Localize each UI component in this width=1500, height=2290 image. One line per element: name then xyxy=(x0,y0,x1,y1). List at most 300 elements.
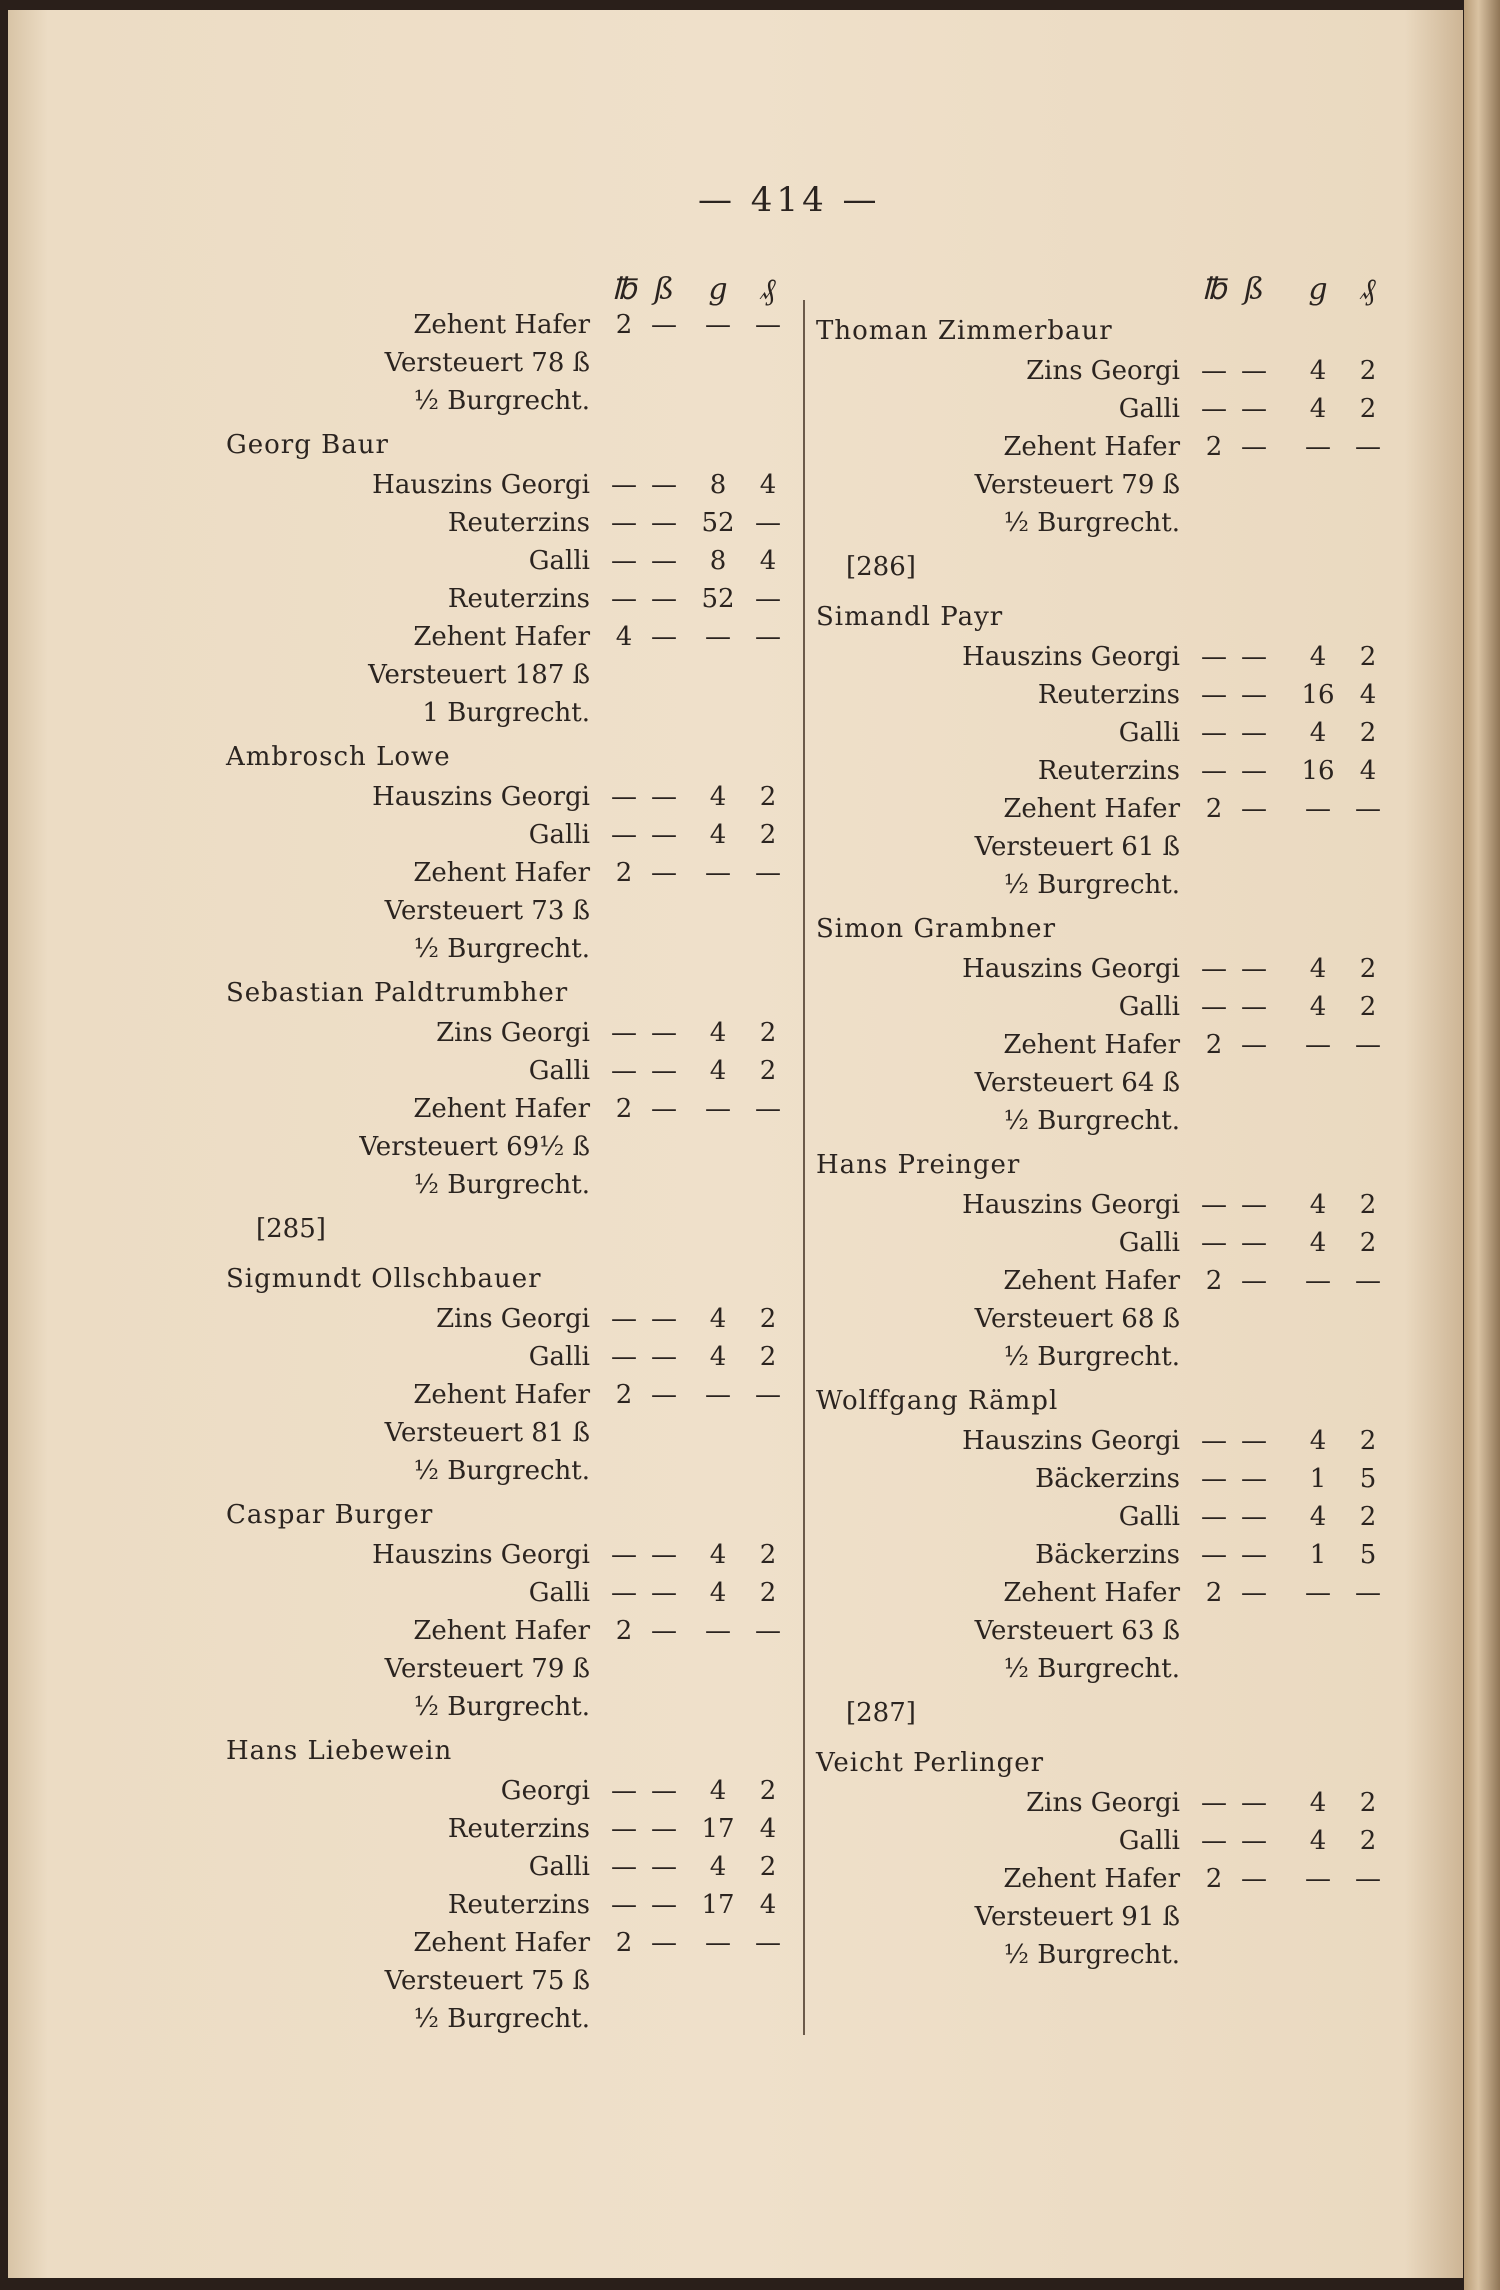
entry-note: Versteuert 73 ß xyxy=(384,896,590,926)
ledger-value: — xyxy=(1241,1228,1267,1258)
ledger-value: 2 xyxy=(759,1056,777,1086)
ledger-value: 2 xyxy=(759,820,777,850)
ledger-value: — xyxy=(1201,1826,1227,1856)
ledger-row-label: Reuterzins xyxy=(447,1814,590,1844)
ledger-value: — xyxy=(1241,1826,1267,1856)
ledger-value: — xyxy=(1201,954,1227,984)
ledger-value: 4 xyxy=(1309,394,1327,424)
ledger-value: 4 xyxy=(1309,1502,1327,1532)
ledger-value: — xyxy=(755,622,781,652)
ledger-row-label: Georgi xyxy=(500,1776,590,1806)
ledger-row xyxy=(8,432,1468,470)
ledger-value: 2 xyxy=(1359,394,1377,424)
ledger-row xyxy=(8,992,1468,1030)
entry-note: Versteuert 68 ß xyxy=(974,1304,1180,1334)
ledger-value: — xyxy=(651,1304,677,1334)
ledger-row-label: Galli xyxy=(1118,1228,1180,1258)
ledger-row xyxy=(8,310,1468,348)
entry-note: ½ Burgrecht. xyxy=(413,386,590,416)
ledger-row-label: Zins Georgi xyxy=(436,1018,590,1048)
ledger-value: — xyxy=(755,1928,781,1958)
ledger-value: 4 xyxy=(1309,1228,1327,1258)
ledger-value: — xyxy=(1241,356,1267,386)
ledger-value: 4 xyxy=(1309,1826,1327,1856)
ledger-value: — xyxy=(1241,642,1267,672)
ledger-value: 4 xyxy=(1309,1426,1327,1456)
ledger-value: — xyxy=(651,310,677,340)
ledger-row-label: Galli xyxy=(528,1342,590,1372)
ledger-value: — xyxy=(651,508,677,538)
ledger-value: 52 xyxy=(701,508,735,538)
ledger-value: — xyxy=(1241,1190,1267,1220)
ledger-value: 2 xyxy=(1205,1030,1223,1060)
entry-note: ½ Burgrecht. xyxy=(1003,1342,1180,1372)
ledger-value: — xyxy=(1241,992,1267,1022)
ledger-value: — xyxy=(1241,1788,1267,1818)
ledger-row-label: Zehent Hafer xyxy=(413,310,590,340)
ledger-value: — xyxy=(1241,1464,1267,1494)
ledger-value: — xyxy=(611,1578,637,1608)
ledger-value: 2 xyxy=(759,1540,777,1570)
ledger-value: 2 xyxy=(615,1928,633,1958)
ledger-value: — xyxy=(651,782,677,812)
ledger-row xyxy=(8,1030,1468,1068)
ledger-row-label: Hauszins Georgi xyxy=(962,1190,1180,1220)
ledger-value: — xyxy=(1201,680,1227,710)
ledger-row-label: Galli xyxy=(1118,1502,1180,1532)
ledger-value: 2 xyxy=(1359,1228,1377,1258)
ledger-value: — xyxy=(1201,394,1227,424)
ledger-row xyxy=(8,1228,1468,1266)
ledger-row-label: Hauszins Georgi xyxy=(962,1426,1180,1456)
ledger-value: — xyxy=(1241,1266,1267,1296)
ledger-row xyxy=(8,1788,1468,1826)
ledger-value: 2 xyxy=(759,1852,777,1882)
ledger-value: 4 xyxy=(1309,954,1327,984)
entry-note: Versteuert 79 ß xyxy=(384,1654,590,1684)
ledger-row-label: Bäckerzins xyxy=(1035,1540,1180,1570)
ledger-row xyxy=(8,642,1468,680)
ledger-value: 2 xyxy=(759,782,777,812)
person-name: Simon Grambner xyxy=(816,914,1057,944)
ledger-value: 4 xyxy=(1309,356,1327,386)
ledger-value: 4 xyxy=(1309,1788,1327,1818)
ledger-value: — xyxy=(651,1540,677,1570)
person-name: Ambrosch Lowe xyxy=(226,742,451,772)
ledger-value: — xyxy=(1201,642,1227,672)
entry-note: 1 Burgrecht. xyxy=(422,698,590,728)
book-page xyxy=(8,10,1463,2278)
ledger-row xyxy=(8,1464,1468,1502)
ledger-value: — xyxy=(611,1056,637,1086)
entry-note: ½ Burgrecht. xyxy=(1003,1106,1180,1136)
ledger-value: — xyxy=(651,1616,677,1646)
entry-note: ½ Burgrecht. xyxy=(413,1456,590,1486)
ledger-value: — xyxy=(611,1890,637,1920)
ledger-value: — xyxy=(1305,794,1331,824)
ledger-row xyxy=(8,356,1468,394)
entry-note: ½ Burgrecht. xyxy=(413,1692,590,1722)
entry-note: Versteuert 75 ß xyxy=(384,1966,590,1996)
ledger-row-label: Zins Georgi xyxy=(436,1304,590,1334)
ledger-value: 4 xyxy=(709,1852,727,1882)
unit-header-cell: g xyxy=(708,272,728,307)
ledger-row xyxy=(8,1190,1468,1228)
ledger-value: 17 xyxy=(701,1890,735,1920)
person-name: Georg Baur xyxy=(226,430,389,460)
ledger-value: 4 xyxy=(1359,680,1377,710)
ledger-row xyxy=(8,1426,1468,1464)
ledger-value: — xyxy=(1241,1502,1267,1532)
ledger-value: — xyxy=(1305,432,1331,462)
ledger-value: — xyxy=(651,1094,677,1124)
ledger-value: — xyxy=(1305,1030,1331,1060)
ledger-row xyxy=(8,680,1468,718)
ledger-value: — xyxy=(651,470,677,500)
ledger-value: 2 xyxy=(1359,1826,1377,1856)
ledger-value: 4 xyxy=(1309,992,1327,1022)
ledger-value: 2 xyxy=(759,1578,777,1608)
ledger-value: — xyxy=(651,1342,677,1372)
ledger-value: — xyxy=(705,310,731,340)
entry-note: Versteuert 187 ß xyxy=(368,660,590,690)
ledger-value: — xyxy=(1241,954,1267,984)
ledger-value: — xyxy=(1241,1030,1267,1060)
ledger-value: — xyxy=(1241,756,1267,786)
ledger-value: — xyxy=(1355,1266,1381,1296)
ledger-value: 4 xyxy=(709,1540,727,1570)
person-name: Caspar Burger xyxy=(226,1500,434,1530)
ledger-value: 2 xyxy=(1359,1788,1377,1818)
person-name: Hans Liebewein xyxy=(226,1736,453,1766)
ledger-value: 2 xyxy=(615,1094,633,1124)
ledger-row-label: Zehent Hafer xyxy=(1003,1030,1180,1060)
ledger-row-label: Zins Georgi xyxy=(1026,356,1180,386)
ledger-value: 2 xyxy=(1359,642,1377,672)
ledger-value: — xyxy=(651,1380,677,1410)
ledger-row-label: Zins Georgi xyxy=(1026,1788,1180,1818)
ledger-value: — xyxy=(1201,1788,1227,1818)
ledger-value: 4 xyxy=(759,1814,777,1844)
ledger-row xyxy=(8,1826,1468,1864)
ledger-row-label: Zehent Hafer xyxy=(1003,1578,1180,1608)
record-marker: [287] xyxy=(846,1698,916,1728)
entry-note: Versteuert 64 ß xyxy=(974,1068,1180,1098)
ledger-value: 2 xyxy=(1359,1502,1377,1532)
ledger-row-label: Zehent Hafer xyxy=(1003,794,1180,824)
ledger-row-label: Zehent Hafer xyxy=(1003,1266,1180,1296)
ledger-value: — xyxy=(611,1018,637,1048)
ledger-value: 2 xyxy=(1359,718,1377,748)
ledger-value: — xyxy=(611,1342,637,1372)
ledger-row-label: Zehent Hafer xyxy=(1003,1864,1180,1894)
ledger-value: 4 xyxy=(759,546,777,576)
ledger-value: 4 xyxy=(709,1018,727,1048)
ledger-value: — xyxy=(611,584,637,614)
ledger-value: 2 xyxy=(1359,992,1377,1022)
ledger-row-label: Hauszins Georgi xyxy=(372,1540,590,1570)
ledger-value: — xyxy=(1201,1228,1227,1258)
ledger-row-label: Galli xyxy=(528,546,590,576)
ledger-value: — xyxy=(705,622,731,652)
ledger-value: — xyxy=(611,1814,637,1844)
ledger-value: — xyxy=(1241,718,1267,748)
ledger-value: 2 xyxy=(1205,794,1223,824)
person-name: Veicht Perlinger xyxy=(816,1748,1045,1778)
ledger-row-label: Galli xyxy=(528,1056,590,1086)
ledger-value: 5 xyxy=(1359,1464,1377,1494)
ledger-value: 8 xyxy=(709,470,727,500)
ledger-row-label: Reuterzins xyxy=(447,1890,590,1920)
page-number: — 414 — xyxy=(698,180,881,220)
record-marker: [286] xyxy=(846,552,916,582)
ledger-value: — xyxy=(611,470,637,500)
ledger-value: 16 xyxy=(1301,680,1335,710)
ledger-row-label: Reuterzins xyxy=(447,508,590,538)
entry-note: Versteuert 91 ß xyxy=(974,1902,1180,1932)
ledger-row xyxy=(8,1502,1468,1540)
ledger-value: — xyxy=(611,1304,637,1334)
unit-header-cell: ₰ xyxy=(760,272,776,307)
ledger-value: — xyxy=(1201,1190,1227,1220)
ledger-row-label: Galli xyxy=(1118,1826,1180,1856)
ledger-value: — xyxy=(1305,1266,1331,1296)
ledger-value: — xyxy=(651,546,677,576)
ledger-row-label: Hauszins Georgi xyxy=(962,642,1180,672)
ledger-value: — xyxy=(1201,356,1227,386)
ledger-value: — xyxy=(651,1018,677,1048)
ledger-value: — xyxy=(1201,1540,1227,1570)
ledger-row-label: Hauszins Georgi xyxy=(372,782,590,812)
ledger-value: — xyxy=(755,1380,781,1410)
person-name: Simandl Payr xyxy=(816,602,1004,632)
ledger-value: — xyxy=(651,622,677,652)
ledger-value: — xyxy=(611,508,637,538)
record-marker: [285] xyxy=(256,1214,326,1244)
entry-note: Versteuert 79 ß xyxy=(974,470,1180,500)
ledger-value: 17 xyxy=(701,1814,735,1844)
ledger-value: — xyxy=(755,1616,781,1646)
ledger-row-label: Zehent Hafer xyxy=(1003,432,1180,462)
entry-note: ½ Burgrecht. xyxy=(413,2004,590,2034)
unit-header-cell: ℔ xyxy=(1201,272,1227,307)
entry-note: Versteuert 63 ß xyxy=(974,1616,1180,1646)
ledger-value: 2 xyxy=(1359,356,1377,386)
ledger-value: 2 xyxy=(1359,1426,1377,1456)
entry-note: ½ Burgrecht. xyxy=(413,934,590,964)
ledger-value: — xyxy=(1241,1578,1267,1608)
ledger-row xyxy=(8,756,1468,794)
ledger-value: 2 xyxy=(1205,1864,1223,1894)
ledger-value: 16 xyxy=(1301,756,1335,786)
ledger-value: — xyxy=(651,1776,677,1806)
person-name: Thoman Zimmerbaur xyxy=(816,316,1113,346)
ledger-value: — xyxy=(1241,680,1267,710)
ledger-value: 4 xyxy=(709,1304,727,1334)
ledger-row xyxy=(8,1864,1468,1902)
ledger-value: — xyxy=(611,1776,637,1806)
ledger-value: — xyxy=(755,508,781,538)
entry-note: ½ Burgrecht. xyxy=(1003,508,1180,538)
ledger-value: — xyxy=(755,1094,781,1124)
ledger-value: — xyxy=(1305,1864,1331,1894)
ledger-row-label: Zehent Hafer xyxy=(413,1616,590,1646)
ledger-value: 2 xyxy=(615,310,633,340)
ledger-row-label: Galli xyxy=(1118,992,1180,1022)
ledger-value: — xyxy=(705,1616,731,1646)
ledger-row xyxy=(8,394,1468,432)
ledger-row-label: Zehent Hafer xyxy=(413,858,590,888)
ledger-row-label: Bäckerzins xyxy=(1035,1464,1180,1494)
ledger-value: — xyxy=(1241,1540,1267,1570)
person-name: Sebastian Paldtrumbher xyxy=(226,978,569,1008)
ledger-value: 4 xyxy=(709,1056,727,1086)
ledger-value: 2 xyxy=(615,858,633,888)
person-name: Hans Preinger xyxy=(816,1150,1021,1180)
ledger-value: 4 xyxy=(759,470,777,500)
ledger-value: 4 xyxy=(709,1578,727,1608)
ledger-row xyxy=(8,718,1468,756)
ledger-row-label: Zehent Hafer xyxy=(413,622,590,652)
ledger-value: 52 xyxy=(701,584,735,614)
ledger-row xyxy=(8,584,1468,622)
ledger-row-label: Galli xyxy=(528,1578,590,1608)
ledger-value: 5 xyxy=(1359,1540,1377,1570)
ledger-value: — xyxy=(1241,1864,1267,1894)
ledger-value: — xyxy=(651,1814,677,1844)
ledger-value: 2 xyxy=(615,1380,633,1410)
ledger-value: 2 xyxy=(615,1616,633,1646)
unit-header-cell: ß xyxy=(653,272,675,307)
ledger-value: — xyxy=(705,1380,731,1410)
book-spine xyxy=(1464,0,1500,2290)
ledger-value: — xyxy=(1355,1864,1381,1894)
ledger-row-label: Galli xyxy=(528,1852,590,1882)
ledger-row-label: Hauszins Georgi xyxy=(372,470,590,500)
ledger-row-label: Zehent Hafer xyxy=(413,1380,590,1410)
unit-header-cell: ℔ xyxy=(611,272,637,307)
ledger-value: — xyxy=(651,858,677,888)
ledger-value: — xyxy=(1241,432,1267,462)
ledger-row xyxy=(8,1266,1468,1304)
ledger-value: — xyxy=(611,1852,637,1882)
ledger-value: — xyxy=(1201,1502,1227,1532)
ledger-row-label: Reuterzins xyxy=(1037,756,1180,786)
ledger-row xyxy=(8,1380,1468,1418)
ledger-value: 1 xyxy=(1309,1540,1327,1570)
ledger-row-label: Galli xyxy=(1118,394,1180,424)
ledger-value: — xyxy=(1201,756,1227,786)
ledger-row-label: Hauszins Georgi xyxy=(962,954,1180,984)
ledger-row xyxy=(8,546,1468,584)
entry-note: Versteuert 81 ß xyxy=(384,1418,590,1448)
ledger-value: — xyxy=(705,858,731,888)
ledger-value: — xyxy=(1201,992,1227,1022)
ledger-value: — xyxy=(1201,1426,1227,1456)
ledger-value: 2 xyxy=(1359,954,1377,984)
ledger-value: 4 xyxy=(1309,718,1327,748)
ledger-value: 4 xyxy=(709,782,727,812)
entry-note: ½ Burgrecht. xyxy=(1003,870,1180,900)
unit-header-cell: ₰ xyxy=(1360,272,1376,307)
ledger-value: — xyxy=(651,584,677,614)
ledger-value: — xyxy=(651,1578,677,1608)
entry-note: ½ Burgrecht. xyxy=(1003,1654,1180,1684)
ledger-value: 4 xyxy=(1309,1190,1327,1220)
ledger-value: — xyxy=(705,1928,731,1958)
ledger-value: — xyxy=(1355,1578,1381,1608)
ledger-value: 8 xyxy=(709,546,727,576)
unit-header-cell: ß xyxy=(1243,272,1265,307)
ledger-value: 2 xyxy=(759,1018,777,1048)
ledger-row xyxy=(8,794,1468,832)
ledger-value: 4 xyxy=(709,1776,727,1806)
ledger-value: — xyxy=(611,1540,637,1570)
ledger-value: 2 xyxy=(759,1776,777,1806)
ledger-value: — xyxy=(1201,718,1227,748)
ledger-value: — xyxy=(755,584,781,614)
ledger-value: — xyxy=(755,310,781,340)
entry-note: Versteuert 78 ß xyxy=(384,348,590,378)
ledger-value: — xyxy=(1355,1030,1381,1060)
ledger-value: 2 xyxy=(759,1304,777,1334)
unit-header-cell: g xyxy=(1308,272,1328,307)
ledger-value: 2 xyxy=(1205,432,1223,462)
ledger-value: — xyxy=(651,1056,677,1086)
ledger-value: 1 xyxy=(1309,1464,1327,1494)
ledger-value: — xyxy=(1355,432,1381,462)
ledger-value: 2 xyxy=(1359,1190,1377,1220)
ledger-value: — xyxy=(651,820,677,850)
ledger-value: — xyxy=(611,820,637,850)
ledger-row-label: Zehent Hafer xyxy=(413,1094,590,1124)
ledger-value: 4 xyxy=(615,622,633,652)
ledger-value: — xyxy=(1241,794,1267,824)
ledger-value: 4 xyxy=(1309,642,1327,672)
ledger-value: 4 xyxy=(759,1890,777,1920)
ledger-value: — xyxy=(1201,1464,1227,1494)
ledger-value: — xyxy=(1305,1578,1331,1608)
ledger-value: — xyxy=(1241,1426,1267,1456)
ledger-row xyxy=(8,1578,1468,1616)
ledger-value: 2 xyxy=(759,1342,777,1372)
ledger-value: 4 xyxy=(709,820,727,850)
ledger-value: 2 xyxy=(1205,1266,1223,1296)
ledger-value: — xyxy=(1355,794,1381,824)
ledger-value: — xyxy=(651,1890,677,1920)
ledger-row-label: Galli xyxy=(528,820,590,850)
person-name: Sigmundt Ollschbauer xyxy=(226,1264,542,1294)
ledger-value: 4 xyxy=(709,1342,727,1372)
ledger-value: — xyxy=(611,782,637,812)
ledger-row-label: Reuterzins xyxy=(1037,680,1180,710)
ledger-row xyxy=(8,954,1468,992)
ledger-row-label: Galli xyxy=(1118,718,1180,748)
entry-note: ½ Burgrecht. xyxy=(413,1170,590,1200)
ledger-value: 2 xyxy=(1205,1578,1223,1608)
ledger-row-label: Zehent Hafer xyxy=(413,1928,590,1958)
ledger-value: — xyxy=(611,546,637,576)
ledger-value: — xyxy=(1241,394,1267,424)
ledger-row xyxy=(8,1540,1468,1578)
ledger-row-label: Reuterzins xyxy=(447,584,590,614)
ledger-value: — xyxy=(651,1852,677,1882)
ledger-value: — xyxy=(755,858,781,888)
person-name: Wolffgang Rämpl xyxy=(816,1386,1059,1416)
ledger-value: 4 xyxy=(1359,756,1377,786)
ledger-value: — xyxy=(651,1928,677,1958)
entry-note: ½ Burgrecht. xyxy=(1003,1940,1180,1970)
